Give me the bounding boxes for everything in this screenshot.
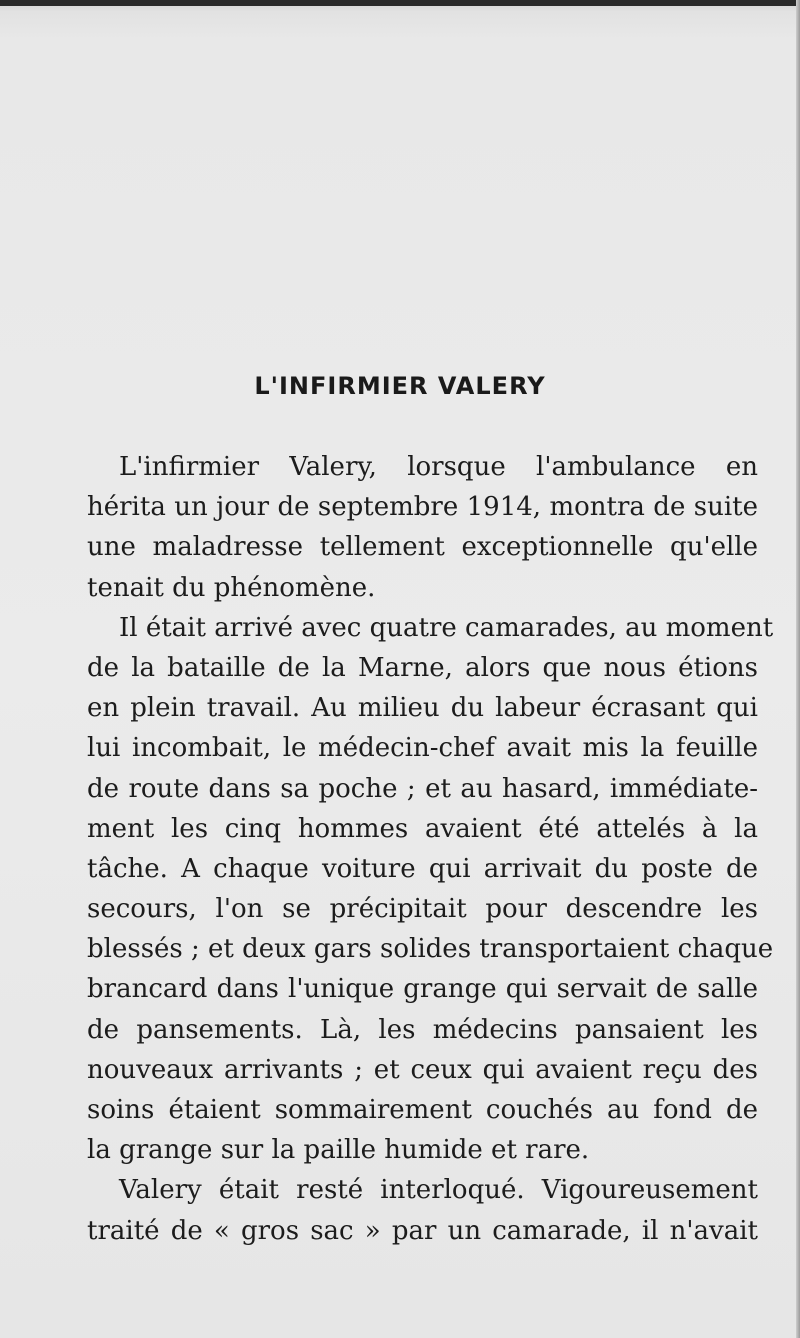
text-line: hérita un jour de septembre 1914, montra de suite <box>87 492 758 523</box>
page-top-edge <box>0 0 800 6</box>
text-line: soins étaient sommairement couchés au fond de <box>87 1095 758 1125</box>
text-line: de pansements. Là, les médecins pansaient les <box>87 1014 758 1045</box>
page-right-edge <box>796 0 800 1338</box>
text-line: une maladresse tellement exceptionnelle qu'elle <box>87 532 758 563</box>
text-line: brancard dans l'unique grange qui servait de salle <box>87 974 758 1005</box>
text-line: de la bataille de la Marne, alors que nous étions <box>87 652 758 683</box>
text-line: nouveaux arrivants ; et ceux qui avaient reçu des <box>87 1054 758 1085</box>
paragraph-3 <box>55 1170 758 1250</box>
text-line: blessés ; et deux gars solides transportaient chaque <box>87 934 774 965</box>
text-line: la grange sur la paille humide et rare. <box>87 1135 590 1166</box>
text-line: tenait du phénomène. <box>87 572 376 603</box>
paragraph-2 <box>55 608 774 1171</box>
text-line: lui incombait, le médecin-chef avait mis la feuille <box>87 733 758 764</box>
paragraph-1 <box>55 447 758 608</box>
text-line: tâche. A chaque voiture qui arrivait du poste de <box>87 853 758 884</box>
chapter-title: L'INFIRMIER VALERY <box>254 372 546 400</box>
text-line: Valery était resté interloqué. Vigoureusement <box>119 1175 758 1206</box>
text-line: Il était arrivé avec quatre camarades, au moment <box>119 612 774 643</box>
text-line: en plein travail. Au milieu du labeur écrasant qui <box>87 693 758 724</box>
text-line: ment les cinq hommes avaient été attelés à la <box>87 813 758 844</box>
body-text <box>55 447 774 1251</box>
text-line: L'infirmier Valery, lorsque l'ambulance en <box>119 452 758 482</box>
text-line: secours, l'on se précipitait pour descendre les <box>87 894 758 925</box>
text-line: traité de « gros sac » par un camarade, il n'avait <box>87 1215 758 1246</box>
text-line: de route dans sa poche ; et au hasard, immédiate- <box>87 773 758 804</box>
